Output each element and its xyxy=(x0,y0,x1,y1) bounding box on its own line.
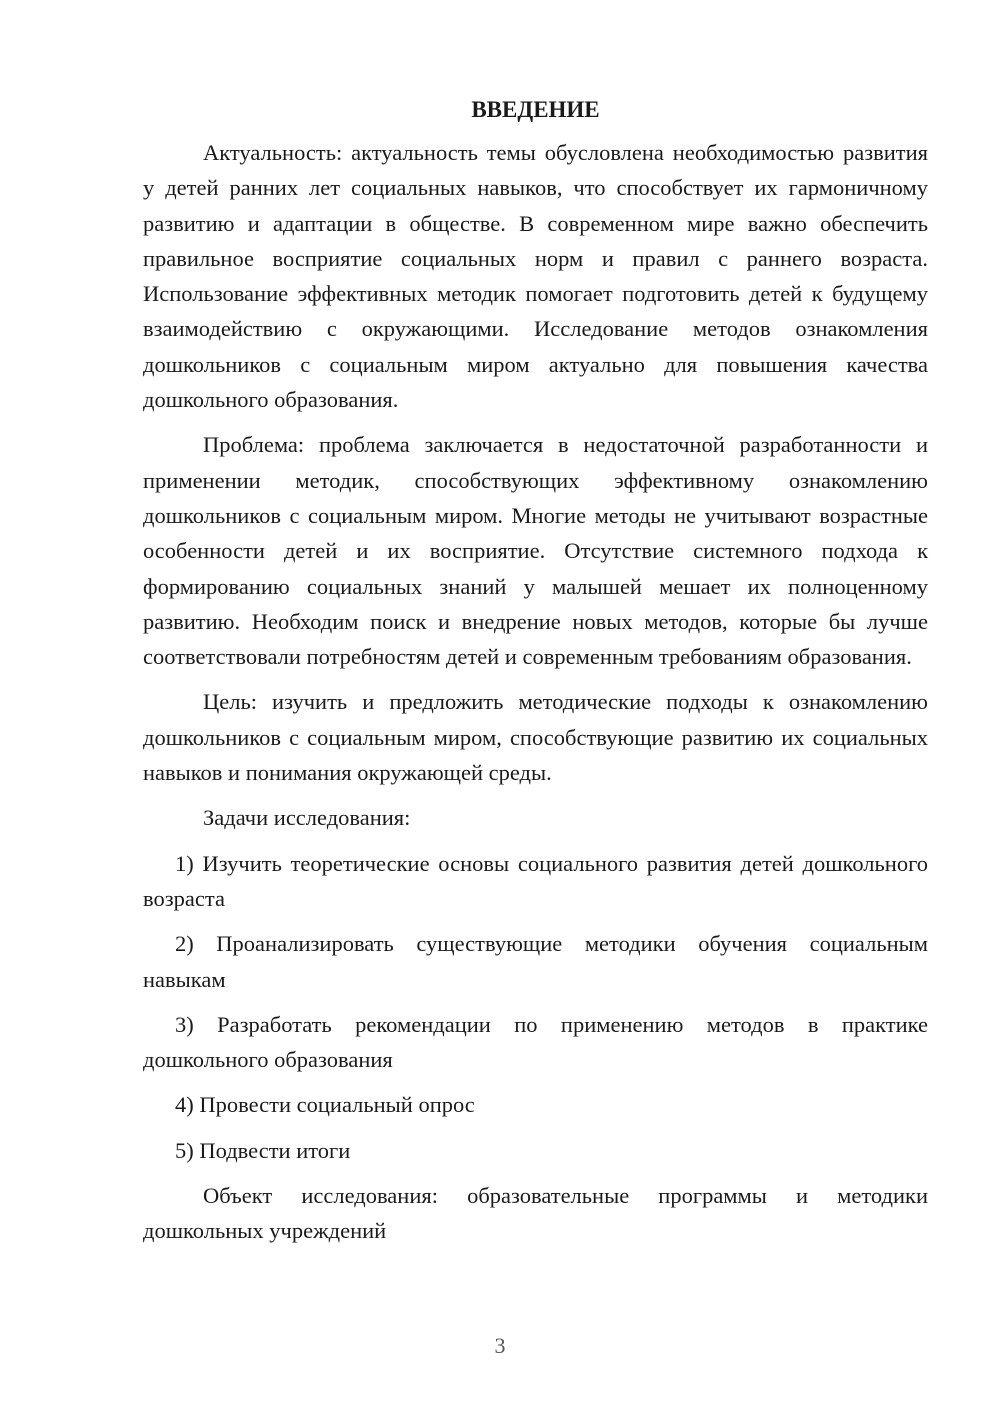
tasks-intro: Задачи исследования: xyxy=(203,805,411,831)
problem-paragraph: Проблема: проблема заключается в недостаточной разработанности и применении методик, способствующих эффективному ознакомлению дошкольников с социальным миром. Многие методы не учитывают возрастные особенности детей и их восприятие. Отсутствие системного подхода к формированию социальных знаний у малышей мешает их полноценному развитию. Необходим поиск и внедрение новых методов, которые бы лучше соответствовали потребностям детей и современным требованиям образования. xyxy=(143,432,928,670)
task-item-1: 1) Изучить теоретические основы социального развития детей дошкольного возраста xyxy=(143,850,928,911)
heading-spacer xyxy=(143,127,928,135)
document-body xyxy=(143,92,928,1249)
task-item-5: 5) Подвести итоги xyxy=(175,1137,351,1163)
task-item-4: 4) Провести социальный опрос xyxy=(175,1092,475,1118)
page-number: 3 xyxy=(494,1333,506,1358)
object-paragraph: Объект исследования: образовательные программы и методики дошкольных учреждений xyxy=(143,1183,928,1244)
task-item-3: 3) Разработать рекомендации по применению методов в практике дошкольного образования xyxy=(143,1011,928,1073)
relevance-paragraph: Актуальность: актуальность темы обусловлена необходимостью развития у детей ранних лет социальных навыков, что способствует их гармоничному развитию и адаптации в обществе. В современном мире важно обеспечить правильное восприятие социальных норм и правил с раннего возраста. Использование эффективных методик помогает подготовить детей к будущему взаимодействию с окружающими. Исследование методов ознакомления дошкольников с социальным миром актуально для повышения качества дошкольного образования. xyxy=(143,140,928,413)
task-item-2: 2) Проанализировать существующие методики обучения социальным навыкам xyxy=(143,931,928,992)
goal-paragraph: Цель: изучить и предложить методические подходы к ознакомлению дошкольников с социальным миром, способствующие развитию их социальных навыков и понимания окружающей среды. xyxy=(143,689,928,786)
section-heading: ВВЕДЕНИЕ xyxy=(471,97,600,122)
